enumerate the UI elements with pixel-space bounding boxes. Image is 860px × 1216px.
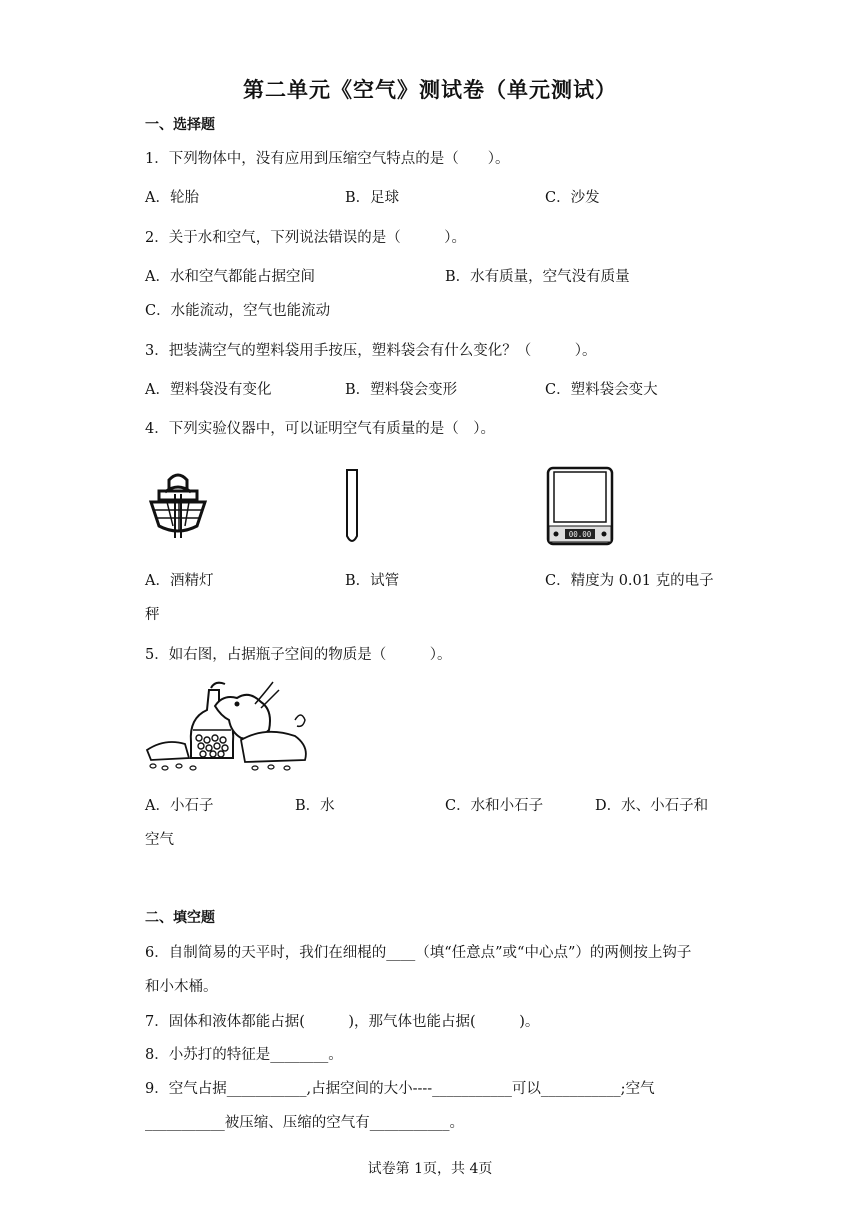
question-9-line-2: ___________被压缩、压缩的空气有___________。 xyxy=(145,1115,464,1131)
q1-option-a: A．轮胎 xyxy=(145,190,199,206)
q4-option-c-continued: 秤 xyxy=(145,607,160,623)
crow-bottle-illustration xyxy=(145,680,313,774)
section-heading-fill-blank: 二、填空题 xyxy=(145,910,215,926)
test-tube-image xyxy=(340,466,364,548)
scale-display-readout: 00.00 xyxy=(568,530,592,539)
q5-option-b: B．水 xyxy=(295,798,335,814)
question-6-line-2: 和小木桶。 xyxy=(145,979,218,995)
page-footer: 试卷第 1页，共 4页 xyxy=(367,1161,493,1177)
alcohol-lamp-image xyxy=(145,468,211,548)
q2-option-c: C．水能流动，空气也能流动 xyxy=(145,303,331,319)
question-9-line-1: 9．空气占据___________,占据空间的大小----___________可以___________;空气 xyxy=(145,1081,655,1097)
question-6-line-1: 6．自制简易的天平时，我们在细棍的____（填“任意点”或“中心点”）的两侧按上钩子 xyxy=(145,945,692,961)
q1-option-b: B．足球 xyxy=(345,190,400,206)
q2-option-a: A．水和空气都能占据空间 xyxy=(145,269,315,285)
q5-option-c: C．水和小石子 xyxy=(445,798,544,814)
q4-option-c: C．精度为 0.01 克的电子 xyxy=(545,573,714,589)
question-5: 5．如右图，占据瓶子空间的物质是（ ）。 xyxy=(145,647,452,663)
question-7: 7．固体和液体都能占据( )，那气体也能占据( )。 xyxy=(145,1014,540,1030)
page-title: 第二单元《空气》测试卷（单元测试） xyxy=(243,78,617,102)
question-3: 3．把装满空气的塑料袋用手按压，塑料袋会有什么变化？（ ）。 xyxy=(145,343,597,359)
question-1: 1．下列物体中，没有应用到压缩空气特点的是（ ）。 xyxy=(145,151,510,167)
question-2: 2．关于水和空气，下列说法错误的是（ ）。 xyxy=(145,230,466,246)
q3-option-c: C．塑料袋会变大 xyxy=(545,382,658,398)
q1-option-c: C．沙发 xyxy=(545,190,600,206)
q5-option-a: A．小石子 xyxy=(145,798,214,814)
section-heading-choice: 一、选择题 xyxy=(145,117,215,133)
q3-option-a: A．塑料袋没有变化 xyxy=(145,382,272,398)
q3-option-b: B．塑料袋会变形 xyxy=(345,382,458,398)
q5-option-d: D．水、小石子和 xyxy=(595,798,709,814)
q4-option-a: A．酒精灯 xyxy=(145,573,214,589)
q2-option-b: B．水有质量，空气没有质量 xyxy=(445,269,630,285)
q4-option-b: B．试管 xyxy=(345,573,400,589)
question-4: 4．下列实验仪器中，可以证明空气有质量的是（ ）。 xyxy=(145,421,495,437)
q5-option-d-continued: 空气 xyxy=(145,832,174,848)
question-8: 8．小苏打的特征是________。 xyxy=(145,1047,343,1063)
electronic-scale-image xyxy=(546,466,614,546)
